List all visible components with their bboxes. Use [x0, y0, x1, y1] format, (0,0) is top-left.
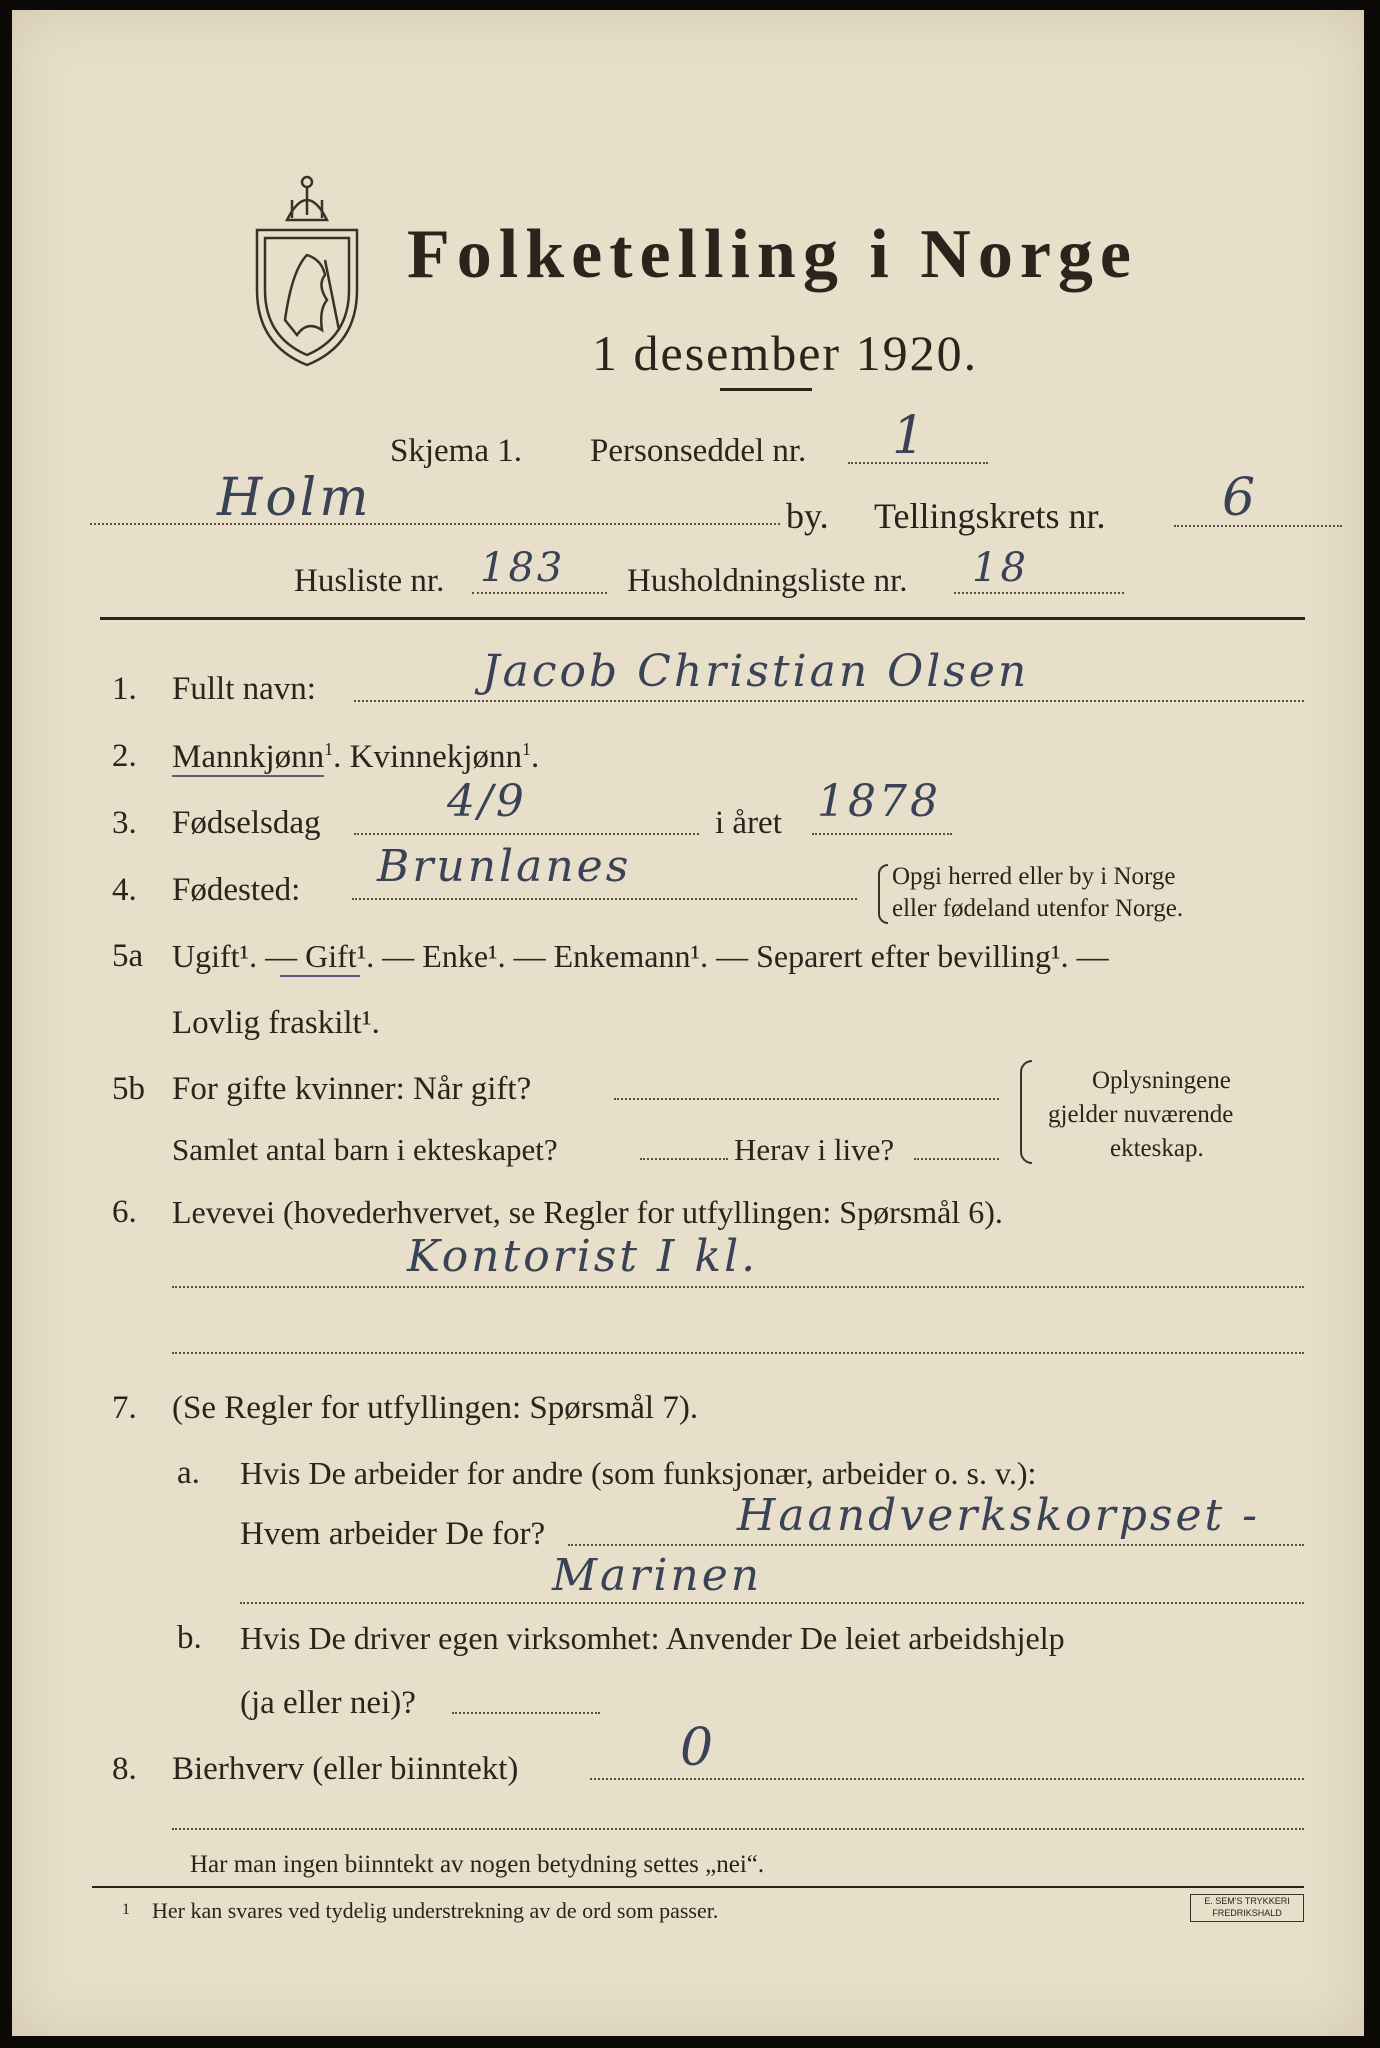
q7b-label: (ja eller nei)? [240, 1685, 416, 1721]
q8-value: 0 [680, 1718, 717, 1778]
tellingskrets-value: 6 [1222, 468, 1259, 528]
husholdningsliste-line [954, 592, 1124, 594]
q7a-text: Hvis De arbeider for andre (som funksjonær, arbeider o. s. v.): [240, 1455, 1037, 1491]
q7a-value-1: Haandverkskorpset - [737, 1490, 1261, 1541]
q6-line-1 [172, 1286, 1304, 1288]
q2-gender: Mannkjønn$^1$. Kvinnekjønn$^1$. [172, 739, 540, 775]
husholdningsliste-label: Husholdningsliste nr. [627, 563, 908, 599]
q5b-gift-line [614, 1098, 999, 1100]
personseddel-label: Personseddel nr. [590, 433, 807, 469]
q3-year-line [812, 833, 952, 835]
q1-label: Fullt navn: [172, 671, 316, 707]
q5b-barn-line [640, 1158, 728, 1160]
q7-label: (Se Regler for utfyllingen: Spørsmål 7). [172, 1390, 699, 1426]
husholdningsliste-value: 18 [972, 545, 1029, 591]
q2-male: Mannkjønn [172, 739, 325, 775]
title-divider [720, 388, 812, 391]
q3-number: 3. [112, 805, 137, 841]
q4-value: Brunlanes [377, 841, 632, 892]
q5b-brace [1020, 1060, 1032, 1164]
q6-label: Levevei (hovederhvervet, se Regler for utfyllingen: Spørsmål 6). [172, 1194, 1003, 1230]
by-value: Holm [217, 468, 372, 528]
tellingskrets-line [1174, 525, 1342, 527]
q7a-value-2: Marinen [552, 1550, 763, 1601]
q4-number: 4. [112, 872, 137, 908]
header-rule [100, 617, 1305, 620]
q1-number: 1. [112, 671, 137, 707]
q7b-text: Hvis De driver egen virksomhet: Anvender De leiet arbeidshjelp [240, 1620, 1065, 1656]
q4-line [352, 898, 857, 900]
personseddel-value: 1 [892, 406, 929, 466]
q5a-line-2: Lovlig fraskilt¹. [172, 1005, 380, 1041]
q1-value: Jacob Christian Olsen [482, 646, 1030, 697]
husliste-label: Husliste nr. [294, 563, 445, 599]
census-form [12, 10, 1364, 2036]
q3-line [354, 833, 699, 835]
q5b-note-3: ekteskap. [1110, 1135, 1204, 1162]
q3-value: 4/9 [447, 776, 527, 827]
q2-female: Kvinnekjønn [349, 739, 522, 775]
q4-note-1: Opgi herred eller by i Norge [892, 863, 1176, 890]
q3-label: Fødselsdag [172, 805, 321, 841]
q5a-line-1: Ugift¹. — Gift¹. — Enke¹. — Enkemann¹. — Separert efter bevilling¹. — [172, 938, 1109, 974]
q8-line-1 [590, 1778, 1304, 1780]
q4-note-2: eller fødeland utenfor Norge. [892, 895, 1184, 922]
q2-number: 2. [112, 738, 137, 774]
footer-note: Har man ingen biinntekt av nogen betydning settes „nei“. [190, 1851, 765, 1878]
skjema-label: Skjema 1. [390, 433, 522, 469]
q8-label: Bierhverv (eller biinntekt) [172, 1751, 519, 1787]
q7b-line [452, 1712, 600, 1714]
q5b-note-2: gjelder nuværende [1048, 1101, 1234, 1128]
coat-of-arms-icon [247, 160, 367, 370]
tellingskrets-label: Tellingskrets nr. [874, 496, 1106, 536]
q5b-label-1: For gifte kvinner: Når gift? [172, 1071, 532, 1107]
q5b-label-2: Samlet antal barn i ekteskapet? [172, 1132, 558, 1167]
q8-number: 8. [112, 1751, 137, 1787]
q6-line-2 [172, 1352, 1304, 1354]
husliste-line [472, 592, 607, 594]
by-label: by. [786, 496, 829, 536]
q4-label: Fødested: [172, 872, 301, 908]
footnote-text: Her kan svares ved tydelig understrekning av de ord som passer. [152, 1898, 719, 1923]
q6-number: 6. [112, 1194, 137, 1230]
form-date: 1 desember 1920. [592, 325, 979, 381]
by-line [90, 523, 780, 525]
husliste-value: 183 [480, 545, 566, 591]
q5b-label-3: Herav i live? [734, 1132, 895, 1167]
q1-line [354, 700, 1304, 702]
footnote-mark: 1 [122, 1901, 130, 1918]
q7a-label: Hvem arbeider De for? [240, 1516, 546, 1552]
q6-value: Kontorist I kl. [407, 1231, 759, 1282]
q3-year-label: i året [715, 805, 782, 841]
q5b-note-1: Oplysningene [1092, 1067, 1231, 1094]
q8-line-2 [172, 1828, 1304, 1830]
q5a-number: 5a [112, 938, 144, 974]
q7a-letter: a. [177, 1455, 200, 1491]
q5b-number: 5b [112, 1071, 145, 1107]
q4-brace [878, 864, 888, 924]
q5a-gift-underline [280, 975, 360, 977]
printer-stamp: E. SEM'S TRYKKERI FREDRIKSHALD [1190, 1894, 1304, 1922]
form-title: Folketelling i Norge [407, 216, 1139, 293]
q3-year-value: 1878 [817, 776, 941, 827]
q7a-line-1 [568, 1544, 1304, 1546]
q5b-live-line [914, 1158, 999, 1160]
q7-number: 7. [112, 1390, 137, 1426]
q7a-line-2 [240, 1602, 1304, 1604]
q7b-letter: b. [177, 1620, 202, 1656]
footer-rule [92, 1886, 1304, 1888]
